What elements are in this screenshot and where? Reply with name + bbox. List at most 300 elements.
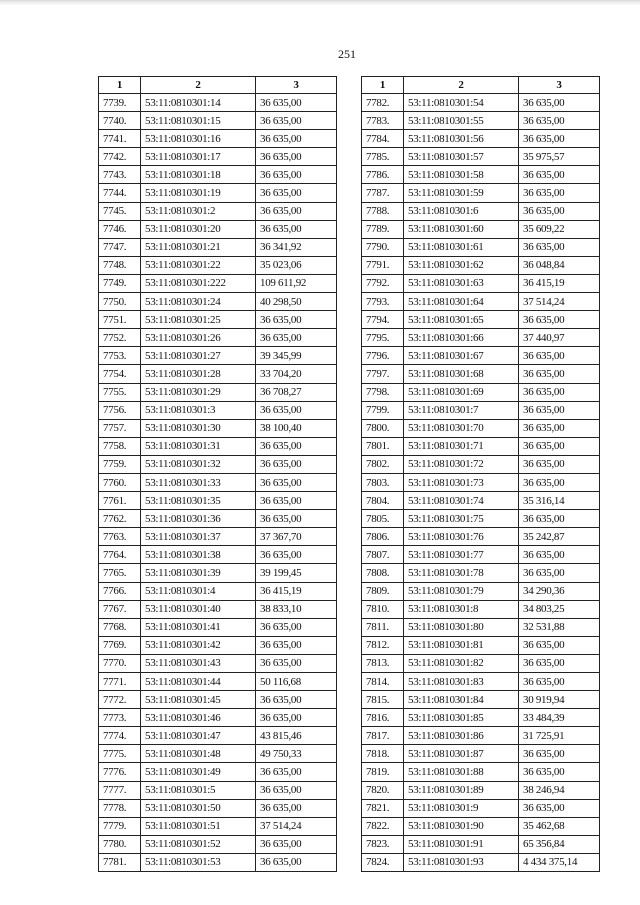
table-row xyxy=(99,673,337,691)
cadastral-value: 36 635,00 xyxy=(256,112,337,130)
cadastral-number: 53:11:0810301:2 xyxy=(141,202,256,220)
cadastral-number: 53:11:0810301:27 xyxy=(141,347,256,365)
cadastral-number: 53:11:0810301:7 xyxy=(404,401,519,419)
cadastral-value: 36 635,00 xyxy=(519,510,600,528)
cadastral-value: 36 415,19 xyxy=(256,582,337,600)
cadastral-number: 53:11:0810301:45 xyxy=(141,691,256,709)
cadastral-number: 53:11:0810301:18 xyxy=(141,166,256,184)
row-number: 7788. xyxy=(362,202,404,220)
row-number: 7806. xyxy=(362,528,404,546)
row-number: 7769. xyxy=(99,636,141,654)
row-number: 7780. xyxy=(99,835,141,853)
row-number: 7813. xyxy=(362,654,404,672)
cadastral-value: 36 635,00 xyxy=(519,112,600,130)
table-row xyxy=(99,781,337,799)
row-number: 7778. xyxy=(99,799,141,817)
table-row xyxy=(99,184,337,202)
table-row xyxy=(362,691,600,709)
cadastral-value: 36 635,00 xyxy=(256,166,337,184)
table-row xyxy=(99,691,337,709)
table-row xyxy=(99,654,337,672)
cadastral-number: 53:11:0810301:32 xyxy=(141,455,256,473)
cadastral-number: 53:11:0810301:91 xyxy=(404,835,519,853)
cadastral-value: 36 635,00 xyxy=(256,636,337,654)
row-number: 7803. xyxy=(362,473,404,491)
table-row xyxy=(362,94,600,112)
cadastral-number: 53:11:0810301:3 xyxy=(141,401,256,419)
row-number: 7762. xyxy=(99,510,141,528)
cadastral-number: 53:11:0810301:44 xyxy=(141,673,256,691)
table-row xyxy=(99,383,337,401)
cadastral-number: 53:11:0810301:68 xyxy=(404,365,519,383)
cadastral-number: 53:11:0810301:46 xyxy=(141,709,256,727)
table-row xyxy=(362,148,600,166)
row-number: 7750. xyxy=(99,293,141,311)
cadastral-value: 36 635,00 xyxy=(256,853,337,871)
cadastral-number: 53:11:0810301:58 xyxy=(404,166,519,184)
cadastral-value: 36 635,00 xyxy=(519,347,600,365)
cadastral-value: 36 635,00 xyxy=(519,202,600,220)
cadastral-value: 49 750,33 xyxy=(256,745,337,763)
row-number: 7818. xyxy=(362,745,404,763)
cadastral-value: 65 356,84 xyxy=(519,835,600,853)
row-number: 7782. xyxy=(362,94,404,112)
table-row xyxy=(99,274,337,292)
table-row xyxy=(362,727,600,745)
cadastral-number: 53:11:0810301:70 xyxy=(404,419,519,437)
table-row xyxy=(362,365,600,383)
row-number: 7807. xyxy=(362,546,404,564)
table-row xyxy=(362,673,600,691)
row-number: 7804. xyxy=(362,492,404,510)
cadastral-value: 36 635,00 xyxy=(519,238,600,256)
column-header-cadastral: 2 xyxy=(141,77,256,94)
table-row xyxy=(99,256,337,274)
cadastral-value: 38 100,40 xyxy=(256,419,337,437)
cadastral-value: 36 635,00 xyxy=(256,546,337,564)
cadastral-number: 53:11:0810301:76 xyxy=(404,528,519,546)
cadastral-number: 53:11:0810301:73 xyxy=(404,473,519,491)
table-row xyxy=(362,510,600,528)
cadastral-value: 36 635,00 xyxy=(519,401,600,419)
cadastral-value: 36 048,84 xyxy=(519,256,600,274)
row-number: 7815. xyxy=(362,691,404,709)
cadastral-number: 53:11:0810301:77 xyxy=(404,546,519,564)
table-row xyxy=(99,311,337,329)
row-number: 7819. xyxy=(362,763,404,781)
cadastral-number: 53:11:0810301:80 xyxy=(404,618,519,636)
table-row xyxy=(362,184,600,202)
cadastral-number: 53:11:0810301:19 xyxy=(141,184,256,202)
row-number: 7822. xyxy=(362,817,404,835)
cadastral-value: 36 635,00 xyxy=(256,618,337,636)
cadastral-value: 36 635,00 xyxy=(519,636,600,654)
row-number: 7812. xyxy=(362,636,404,654)
row-number: 7798. xyxy=(362,383,404,401)
table-row xyxy=(362,763,600,781)
table-row xyxy=(362,745,600,763)
page-number: 251 xyxy=(338,47,356,61)
registry-table-right xyxy=(361,76,600,872)
row-number: 7786. xyxy=(362,166,404,184)
cadastral-number: 53:11:0810301:43 xyxy=(141,654,256,672)
row-number: 7763. xyxy=(99,528,141,546)
row-number: 7745. xyxy=(99,202,141,220)
cadastral-value: 40 298,50 xyxy=(256,293,337,311)
row-number: 7808. xyxy=(362,564,404,582)
row-number: 7794. xyxy=(362,311,404,329)
row-number: 7770. xyxy=(99,654,141,672)
table-row xyxy=(362,636,600,654)
table-row xyxy=(99,600,337,618)
cadastral-value: 34 803,25 xyxy=(519,600,600,618)
cadastral-number: 53:11:0810301:59 xyxy=(404,184,519,202)
row-number: 7747. xyxy=(99,238,141,256)
cadastral-number: 53:11:0810301:15 xyxy=(141,112,256,130)
row-number: 7799. xyxy=(362,401,404,419)
cadastral-number: 53:11:0810301:41 xyxy=(141,618,256,636)
cadastral-value: 31 725,91 xyxy=(519,727,600,745)
table-row xyxy=(99,130,337,148)
column-header-value: 3 xyxy=(519,77,600,94)
cadastral-number: 53:11:0810301:64 xyxy=(404,293,519,311)
table-row xyxy=(99,293,337,311)
row-number: 7821. xyxy=(362,799,404,817)
table-row xyxy=(362,582,600,600)
cadastral-number: 53:11:0810301:20 xyxy=(141,220,256,238)
cadastral-value: 37 367,70 xyxy=(256,528,337,546)
cadastral-number: 53:11:0810301:65 xyxy=(404,311,519,329)
cadastral-value: 33 484,39 xyxy=(519,709,600,727)
table-row xyxy=(362,455,600,473)
cadastral-number: 53:11:0810301:33 xyxy=(141,473,256,491)
cadastral-number: 53:11:0810301:26 xyxy=(141,329,256,347)
row-number: 7811. xyxy=(362,618,404,636)
cadastral-number: 53:11:0810301:6 xyxy=(404,202,519,220)
row-number: 7801. xyxy=(362,437,404,455)
cadastral-value: 36 635,00 xyxy=(256,94,337,112)
row-number: 7790. xyxy=(362,238,404,256)
cadastral-value: 36 635,00 xyxy=(519,673,600,691)
row-number: 7791. xyxy=(362,256,404,274)
row-number: 7758. xyxy=(99,437,141,455)
table-row xyxy=(99,202,337,220)
cadastral-value: 35 023,06 xyxy=(256,256,337,274)
table-row xyxy=(362,781,600,799)
cadastral-value: 36 635,00 xyxy=(519,365,600,383)
cadastral-number: 53:11:0810301:66 xyxy=(404,329,519,347)
row-number: 7817. xyxy=(362,727,404,745)
table-row xyxy=(99,166,337,184)
row-number: 7793. xyxy=(362,293,404,311)
cadastral-value: 36 635,00 xyxy=(519,473,600,491)
cadastral-value: 36 635,00 xyxy=(256,329,337,347)
cadastral-number: 53:11:0810301:86 xyxy=(404,727,519,745)
cadastral-number: 53:11:0810301:54 xyxy=(404,94,519,112)
cadastral-number: 53:11:0810301:16 xyxy=(141,130,256,148)
cadastral-number: 53:11:0810301:71 xyxy=(404,437,519,455)
cadastral-value: 38 246,94 xyxy=(519,781,600,799)
row-number: 7796. xyxy=(362,347,404,365)
table-row xyxy=(362,220,600,238)
cadastral-value: 36 635,00 xyxy=(519,94,600,112)
cadastral-number: 53:11:0810301:61 xyxy=(404,238,519,256)
cadastral-value: 36 635,00 xyxy=(256,492,337,510)
table-row xyxy=(99,763,337,781)
cadastral-number: 53:11:0810301:79 xyxy=(404,582,519,600)
table-row xyxy=(362,817,600,835)
cadastral-number: 53:11:0810301:17 xyxy=(141,148,256,166)
table-row xyxy=(362,473,600,491)
cadastral-number: 53:11:0810301:89 xyxy=(404,781,519,799)
table-row xyxy=(362,166,600,184)
row-number: 7824. xyxy=(362,853,404,871)
cadastral-value: 35 242,87 xyxy=(519,528,600,546)
row-number: 7755. xyxy=(99,383,141,401)
table-row xyxy=(362,437,600,455)
row-number: 7775. xyxy=(99,745,141,763)
table-row xyxy=(362,618,600,636)
table-row xyxy=(362,799,600,817)
cadastral-number: 53:11:0810301:8 xyxy=(404,600,519,618)
row-number: 7802. xyxy=(362,455,404,473)
cadastral-number: 53:11:0810301:60 xyxy=(404,220,519,238)
table-row xyxy=(362,401,600,419)
row-number: 7772. xyxy=(99,691,141,709)
table-row xyxy=(99,510,337,528)
table-row xyxy=(99,220,337,238)
cadastral-value: 36 635,00 xyxy=(256,202,337,220)
cadastral-value: 36 635,00 xyxy=(256,437,337,455)
row-number: 7810. xyxy=(362,600,404,618)
cadastral-value: 35 316,14 xyxy=(519,492,600,510)
column-header-number: 1 xyxy=(362,77,404,94)
cadastral-value: 36 635,00 xyxy=(256,799,337,817)
cadastral-value: 36 635,00 xyxy=(519,455,600,473)
cadastral-value: 36 635,00 xyxy=(519,311,600,329)
cadastral-value: 36 635,00 xyxy=(519,184,600,202)
cadastral-value: 34 290,36 xyxy=(519,582,600,600)
row-number: 7766. xyxy=(99,582,141,600)
cadastral-value: 36 635,00 xyxy=(519,654,600,672)
row-number: 7773. xyxy=(99,709,141,727)
cadastral-number: 53:11:0810301:24 xyxy=(141,293,256,311)
cadastral-number: 53:11:0810301:57 xyxy=(404,148,519,166)
row-number: 7820. xyxy=(362,781,404,799)
table-row xyxy=(99,636,337,654)
cadastral-number: 53:11:0810301:78 xyxy=(404,564,519,582)
column-header-number: 1 xyxy=(99,77,141,94)
table-row xyxy=(99,419,337,437)
cadastral-number: 53:11:0810301:40 xyxy=(141,600,256,618)
cadastral-number: 53:11:0810301:9 xyxy=(404,799,519,817)
table-row xyxy=(362,528,600,546)
cadastral-value: 4 434 375,14 xyxy=(519,853,600,871)
cadastral-number: 53:11:0810301:30 xyxy=(141,419,256,437)
row-number: 7739. xyxy=(99,94,141,112)
row-number: 7740. xyxy=(99,112,141,130)
row-number: 7781. xyxy=(99,853,141,871)
cadastral-number: 53:11:0810301:69 xyxy=(404,383,519,401)
table-row xyxy=(362,654,600,672)
cadastral-value: 36 635,00 xyxy=(256,311,337,329)
table-row xyxy=(362,293,600,311)
cadastral-value: 36 635,00 xyxy=(256,220,337,238)
cadastral-value: 36 635,00 xyxy=(256,691,337,709)
cadastral-number: 53:11:0810301:21 xyxy=(141,238,256,256)
cadastral-number: 53:11:0810301:55 xyxy=(404,112,519,130)
table-row xyxy=(99,835,337,853)
table-row xyxy=(99,745,337,763)
cadastral-number: 53:11:0810301:47 xyxy=(141,727,256,745)
cadastral-value: 36 635,00 xyxy=(256,148,337,166)
cadastral-number: 53:11:0810301:39 xyxy=(141,564,256,582)
cadastral-value: 39 199,45 xyxy=(256,564,337,582)
cadastral-value: 35 609,22 xyxy=(519,220,600,238)
cadastral-value: 35 462,68 xyxy=(519,817,600,835)
row-number: 7748. xyxy=(99,256,141,274)
table-row xyxy=(362,419,600,437)
row-number: 7765. xyxy=(99,564,141,582)
cadastral-number: 53:11:0810301:38 xyxy=(141,546,256,564)
cadastral-value: 36 635,00 xyxy=(519,419,600,437)
table-header-row xyxy=(362,77,600,94)
table-row xyxy=(362,202,600,220)
cadastral-number: 53:11:0810301:82 xyxy=(404,654,519,672)
table-row xyxy=(99,437,337,455)
row-number: 7771. xyxy=(99,673,141,691)
cadastral-number: 53:11:0810301:5 xyxy=(141,781,256,799)
row-number: 7792. xyxy=(362,274,404,292)
cadastral-value: 109 611,92 xyxy=(256,274,337,292)
table-row xyxy=(99,112,337,130)
cadastral-number: 53:11:0810301:42 xyxy=(141,636,256,654)
cadastral-number: 53:11:0810301:67 xyxy=(404,347,519,365)
cadastral-number: 53:11:0810301:48 xyxy=(141,745,256,763)
cadastral-number: 53:11:0810301:83 xyxy=(404,673,519,691)
cadastral-value: 36 635,00 xyxy=(256,455,337,473)
table-row xyxy=(99,473,337,491)
cadastral-value: 36 635,00 xyxy=(256,781,337,799)
table-row xyxy=(99,148,337,166)
cadastral-value: 36 635,00 xyxy=(256,184,337,202)
cadastral-number: 53:11:0810301:28 xyxy=(141,365,256,383)
table-row xyxy=(99,709,337,727)
table-row xyxy=(99,727,337,745)
cadastral-value: 39 345,99 xyxy=(256,347,337,365)
table-row xyxy=(362,274,600,292)
cadastral-number: 53:11:0810301:25 xyxy=(141,311,256,329)
cadastral-value: 36 635,00 xyxy=(519,130,600,148)
cadastral-value: 36 635,00 xyxy=(519,763,600,781)
row-number: 7777. xyxy=(99,781,141,799)
cadastral-number: 53:11:0810301:14 xyxy=(141,94,256,112)
table-row xyxy=(362,853,600,871)
row-number: 7751. xyxy=(99,311,141,329)
row-number: 7805. xyxy=(362,510,404,528)
cadastral-value: 36 635,00 xyxy=(256,835,337,853)
table-row xyxy=(362,256,600,274)
table-row xyxy=(99,329,337,347)
row-number: 7789. xyxy=(362,220,404,238)
row-number: 7742. xyxy=(99,148,141,166)
row-number: 7774. xyxy=(99,727,141,745)
table-row xyxy=(362,130,600,148)
table-row xyxy=(362,564,600,582)
row-number: 7741. xyxy=(99,130,141,148)
table-row xyxy=(99,564,337,582)
column-header-cadastral: 2 xyxy=(404,77,519,94)
cadastral-value: 36 341,92 xyxy=(256,238,337,256)
row-number: 7759. xyxy=(99,455,141,473)
cadastral-number: 53:11:0810301:36 xyxy=(141,510,256,528)
registry-table-left xyxy=(98,76,337,872)
table-row xyxy=(362,709,600,727)
cadastral-value: 36 635,00 xyxy=(256,510,337,528)
table-row xyxy=(362,347,600,365)
table-row xyxy=(362,546,600,564)
row-number: 7754. xyxy=(99,365,141,383)
table-header-row xyxy=(99,77,337,94)
cadastral-number: 53:11:0810301:81 xyxy=(404,636,519,654)
table-row xyxy=(99,94,337,112)
table-row xyxy=(99,455,337,473)
cadastral-value: 36 635,00 xyxy=(256,401,337,419)
table-row xyxy=(362,600,600,618)
table-row xyxy=(362,112,600,130)
cadastral-number: 53:11:0810301:85 xyxy=(404,709,519,727)
row-number: 7753. xyxy=(99,347,141,365)
cadastral-number: 53:11:0810301:74 xyxy=(404,492,519,510)
row-number: 7764. xyxy=(99,546,141,564)
table-row xyxy=(362,383,600,401)
cadastral-number: 53:11:0810301:51 xyxy=(141,817,256,835)
row-number: 7783. xyxy=(362,112,404,130)
cadastral-value: 37 440,97 xyxy=(519,329,600,347)
table-row xyxy=(99,365,337,383)
table-row xyxy=(362,238,600,256)
row-number: 7749. xyxy=(99,274,141,292)
cadastral-number: 53:11:0810301:93 xyxy=(404,853,519,871)
row-number: 7785. xyxy=(362,148,404,166)
cadastral-value: 37 514,24 xyxy=(256,817,337,835)
cadastral-value: 36 415,19 xyxy=(519,274,600,292)
cadastral-value: 33 704,20 xyxy=(256,365,337,383)
table-row xyxy=(99,401,337,419)
table-row xyxy=(362,329,600,347)
table-row xyxy=(362,492,600,510)
row-number: 7795. xyxy=(362,329,404,347)
cadastral-number: 53:11:0810301:72 xyxy=(404,455,519,473)
cadastral-number: 53:11:0810301:56 xyxy=(404,130,519,148)
cadastral-number: 53:11:0810301:75 xyxy=(404,510,519,528)
cadastral-value: 36 635,00 xyxy=(519,166,600,184)
row-number: 7776. xyxy=(99,763,141,781)
cadastral-value: 36 635,00 xyxy=(256,654,337,672)
cadastral-number: 53:11:0810301:37 xyxy=(141,528,256,546)
row-number: 7779. xyxy=(99,817,141,835)
row-number: 7809. xyxy=(362,582,404,600)
cadastral-value: 36 635,00 xyxy=(256,130,337,148)
cadastral-number: 53:11:0810301:31 xyxy=(141,437,256,455)
cadastral-value: 36 635,00 xyxy=(519,437,600,455)
row-number: 7757. xyxy=(99,419,141,437)
cadastral-value: 36 635,00 xyxy=(519,564,600,582)
row-number: 7767. xyxy=(99,600,141,618)
cadastral-number: 53:11:0810301:88 xyxy=(404,763,519,781)
cadastral-value: 43 815,46 xyxy=(256,727,337,745)
cadastral-value: 38 833,10 xyxy=(256,600,337,618)
